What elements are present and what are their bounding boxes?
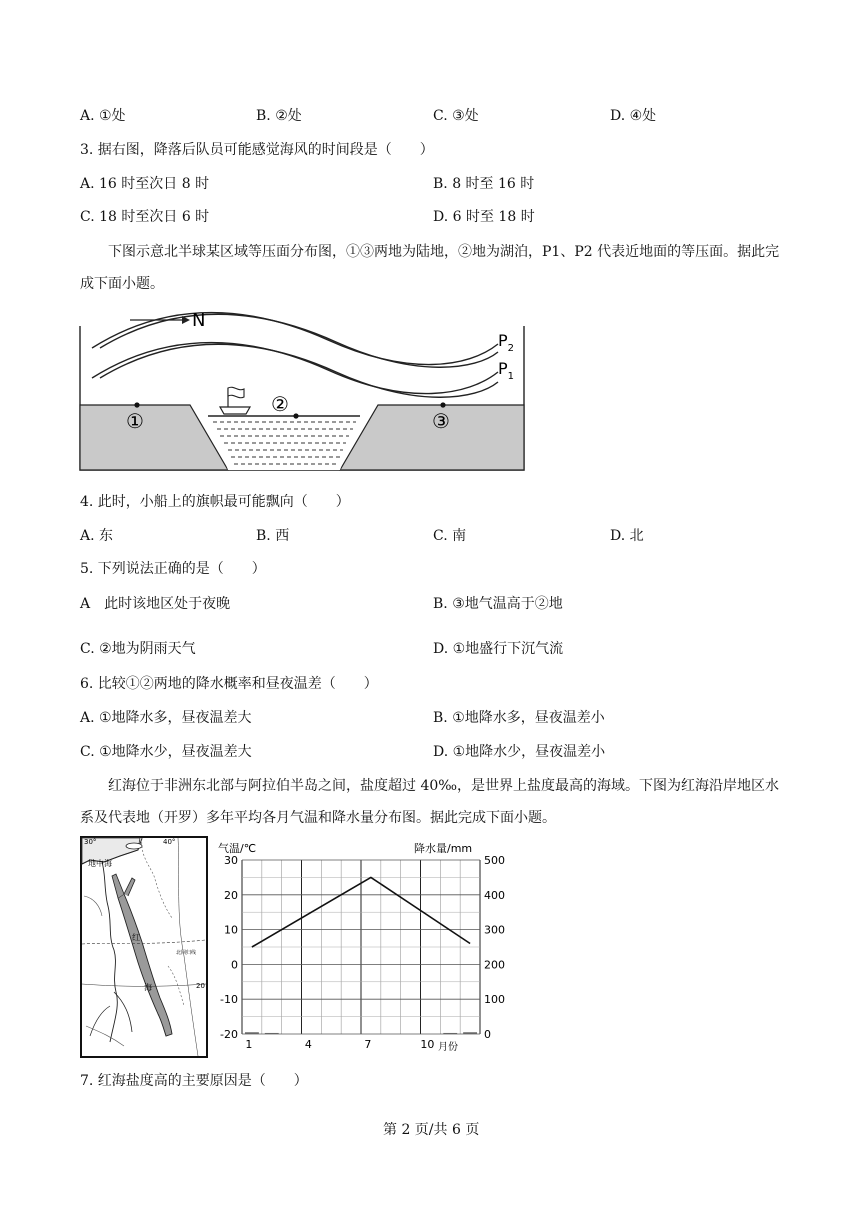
x-tick-label: 4 (304, 1038, 312, 1051)
map-red-label-1: 红 (132, 933, 140, 942)
q5-option-b: B. ③地气温高于②地 (433, 596, 563, 612)
precip-bar (463, 1032, 477, 1034)
flag-icon (228, 387, 244, 398)
left-axis-title: 气温/℃ (218, 842, 257, 855)
marker-2: ② (271, 392, 289, 416)
q4-option-b: B. 西 (256, 528, 290, 544)
q6-option-c: C. ①地降水少，昼夜温差大 (80, 744, 252, 760)
right-tick-label: 200 (484, 958, 505, 972)
right-tick-label: 300 (484, 923, 505, 937)
precip-bar (443, 1033, 457, 1034)
chart-grid (242, 860, 480, 1034)
map-lat-20: 20 (196, 982, 205, 990)
map-lat-30: 30° (84, 838, 97, 846)
q6-stem: 6. 比较①②两地的降水概率和昼夜温差（ ） (80, 676, 378, 692)
x-axis-title: 月份 (438, 1042, 458, 1053)
q6-option-d: D. ①地降水少，昼夜温差小 (433, 744, 606, 760)
map-lon-40: 40° (163, 838, 176, 846)
isobar-diagram (78, 308, 528, 474)
q3-option-d: D. 6 时至 18 时 (433, 209, 535, 225)
precip-bar (265, 1033, 279, 1034)
red-sea-map (80, 836, 208, 1058)
isobar-p1 (92, 342, 498, 393)
right-tick-label: 400 (484, 888, 505, 902)
left-tick-label: 20 (224, 888, 238, 902)
q4-option-a: A. 东 (80, 528, 114, 544)
q4-stem: 4. 此时，小船上的旗帜最可能飘向（ ） (80, 494, 350, 510)
q4-option-c: C. 南 (433, 528, 467, 544)
x-tick-label: 1 (245, 1038, 253, 1051)
q3-option-b: B. 8 时至 16 时 (433, 176, 535, 192)
right-axis-title: 降水量/mm (414, 842, 473, 855)
left-tick-label: 0 (231, 958, 238, 972)
marker-3: ③ (432, 409, 450, 433)
north-label: N (192, 310, 206, 331)
left-tick-label: -10 (220, 993, 238, 1007)
q2-option-b: B. ②处 (256, 108, 302, 124)
right-tick-label: 100 (484, 993, 505, 1007)
q3-stem: 3. 据右图，降落后队员可能感觉海风的时间段是（ ） (80, 142, 434, 158)
q2-option-a: A. ①处 (80, 108, 126, 124)
p1-label: $P_1$ (498, 359, 515, 382)
q5-option-d: D. ①地盛行下沉气流 (433, 641, 564, 657)
q3-option-c: C. 18 时至次日 6 时 (80, 209, 210, 225)
q5-option-a: A 此时该地区处于夜晚 (80, 596, 231, 612)
q4-option-d: D. 北 (610, 528, 644, 544)
boat-icon (220, 387, 250, 414)
q5-stem: 5. 下列说法正确的是（ ） (80, 561, 266, 577)
left-tick-label: 30 (224, 854, 238, 867)
map-sea-label: 地中海 (88, 859, 112, 868)
x-tick-label: 7 (364, 1038, 372, 1051)
map-tropic-label: 北回归线 (176, 950, 197, 956)
q6-option-b: B. ①地降水多，昼夜温差小 (433, 710, 605, 726)
q7-stem: 7. 红海盐度高的主要原因是（ ） (80, 1073, 308, 1089)
cairo-climate-chart (212, 836, 505, 1058)
page-footer: 第 2 页/共 6 页 (383, 1122, 480, 1138)
q3-option-a: A. 16 时至次日 8 时 (80, 176, 210, 192)
right-tick-label: 500 (484, 854, 505, 867)
marker-1: ① (126, 409, 144, 433)
q6-option-a: A. ①地降水多，昼夜温差大 (80, 710, 252, 726)
precip-bar (245, 1032, 259, 1034)
x-tick-label: 10 (420, 1038, 435, 1051)
left-tick-label: 10 (224, 923, 238, 937)
q2-option-d: D. ④处 (610, 108, 657, 124)
left-tick-label: -20 (220, 1028, 238, 1041)
right-tick-label: 0 (484, 1028, 491, 1041)
intro-paragraph-pressure: 下图示意北半球某区域等压面分布图，①③两地为陆地，②地为湖泊，P1、P2 代表近地面的等压面。据此完成下面小题。 (80, 244, 780, 292)
map-red-label-2: 海 (144, 983, 152, 992)
p2-label: $P_2$ (498, 331, 515, 354)
q5-option-c: C. ②地为阴雨天气 (80, 641, 196, 657)
q2-option-c: C. ③处 (433, 108, 479, 124)
land-left (80, 405, 228, 470)
intro-paragraph-red-sea: 红海位于非洲东北部与阿拉伯半岛之间，盐度超过 40‰，是世界上盐度最高的海域。下图为红海沿岸地区水系及代表地（开罗）多年平均各月气温和降水量分布图。据此完成下面小题。 (80, 778, 780, 826)
